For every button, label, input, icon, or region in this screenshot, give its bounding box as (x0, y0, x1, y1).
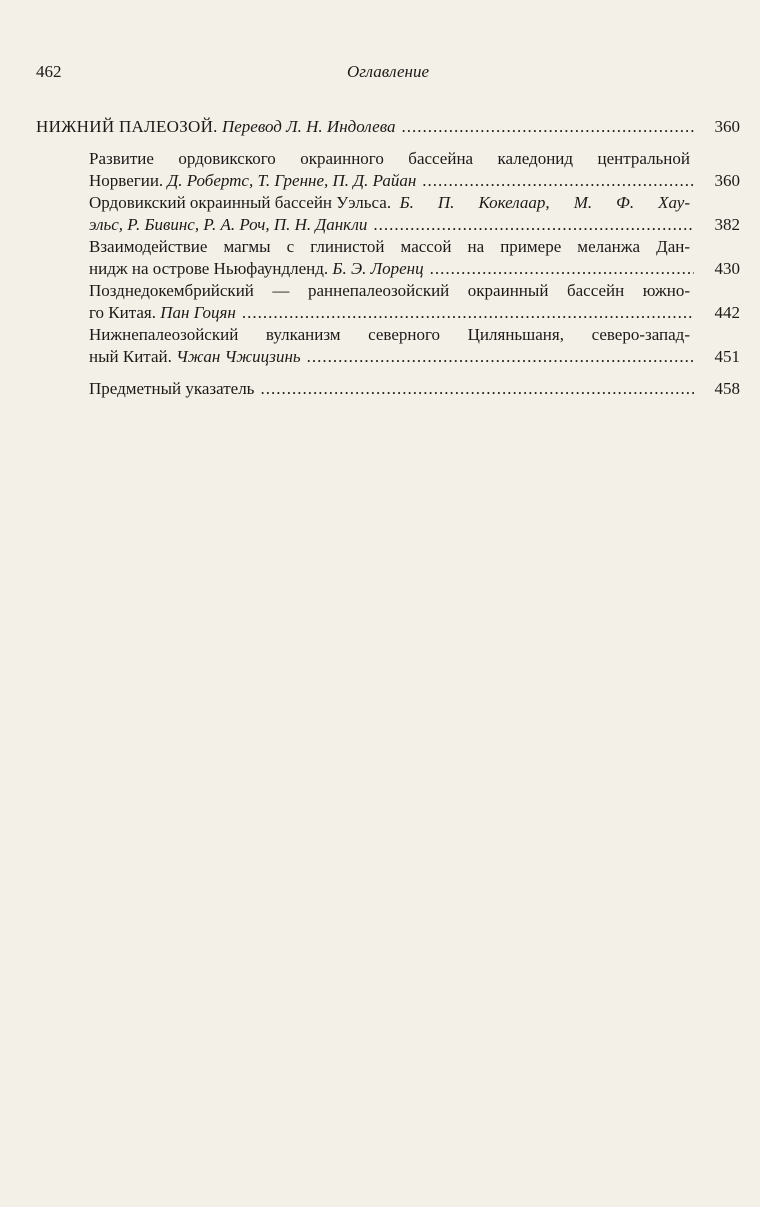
entry-title: Развитие ордовикского окраинного бассейна каледонид центральной (89, 149, 690, 168)
entry-title: нидж на острове Ньюфаундленд. (89, 259, 329, 278)
entry-page: 430 (714, 259, 740, 278)
toc-index-entry (89, 378, 740, 400)
toc-entry (89, 280, 740, 324)
index-page: 458 (714, 379, 740, 398)
reverse-side-bleed-through (0, 388, 760, 1206)
dot-leader (260, 378, 694, 400)
toc-entry (89, 192, 740, 236)
entry-page: 442 (714, 303, 740, 322)
section-translator: Перевод Л. Н. Индолева (221, 117, 396, 136)
toc-entry (89, 236, 740, 280)
entry-page: 451 (714, 347, 740, 366)
dot-leader (242, 302, 694, 324)
entry-authors: эльс, Р. Бивинс, Р. А. Роч, П. Н. Данкли (89, 215, 368, 234)
entry-title: Норвегии. (89, 171, 164, 190)
running-title: Оглавление (346, 62, 430, 81)
dot-leader (373, 214, 694, 236)
section-page: 360 (714, 117, 740, 136)
entry-authors: Б. Э. Лоренц (332, 259, 424, 278)
entry-title: Ордовикский окраинный бассейн Уэльса. (89, 193, 392, 212)
entry-page: 382 (714, 215, 740, 234)
section-title: НИЖНИЙ ПАЛЕОЗОЙ. (36, 117, 218, 136)
entry-authors: Д. Робертс, Т. Гренне, П. Д. Райан (167, 171, 417, 190)
entry-page: 360 (714, 171, 740, 190)
index-label: Предметный указатель (89, 379, 255, 398)
entry-authors: Б. П. Кокелаар, М. Ф. Хау- (399, 193, 690, 212)
toc-entry (89, 148, 740, 192)
entry-authors: Пан Гоцян (160, 303, 236, 322)
entry-title: Нижнепалеозойский вулканизм северного Циляньшаня, северо-запад- (89, 325, 690, 344)
page-number: 462 (36, 62, 62, 81)
toc-entry (89, 324, 740, 368)
toc-section-heading (36, 116, 740, 138)
page-header (36, 62, 740, 86)
entry-title: ный Китай. (89, 347, 172, 366)
dot-leader (430, 258, 694, 280)
entry-title: Позднедокембрийский — раннепалеозойский окраинный бассейн южно- (89, 281, 690, 300)
dot-leader (401, 116, 694, 138)
dot-leader (422, 170, 694, 192)
entry-title: го Китая. (89, 303, 156, 322)
entry-authors: Чжан Чжицзинь (176, 347, 301, 366)
dot-leader (307, 346, 694, 368)
entry-title: Взаимодействие магмы с глинистой массой на примере меланжа Дан- (89, 237, 690, 256)
